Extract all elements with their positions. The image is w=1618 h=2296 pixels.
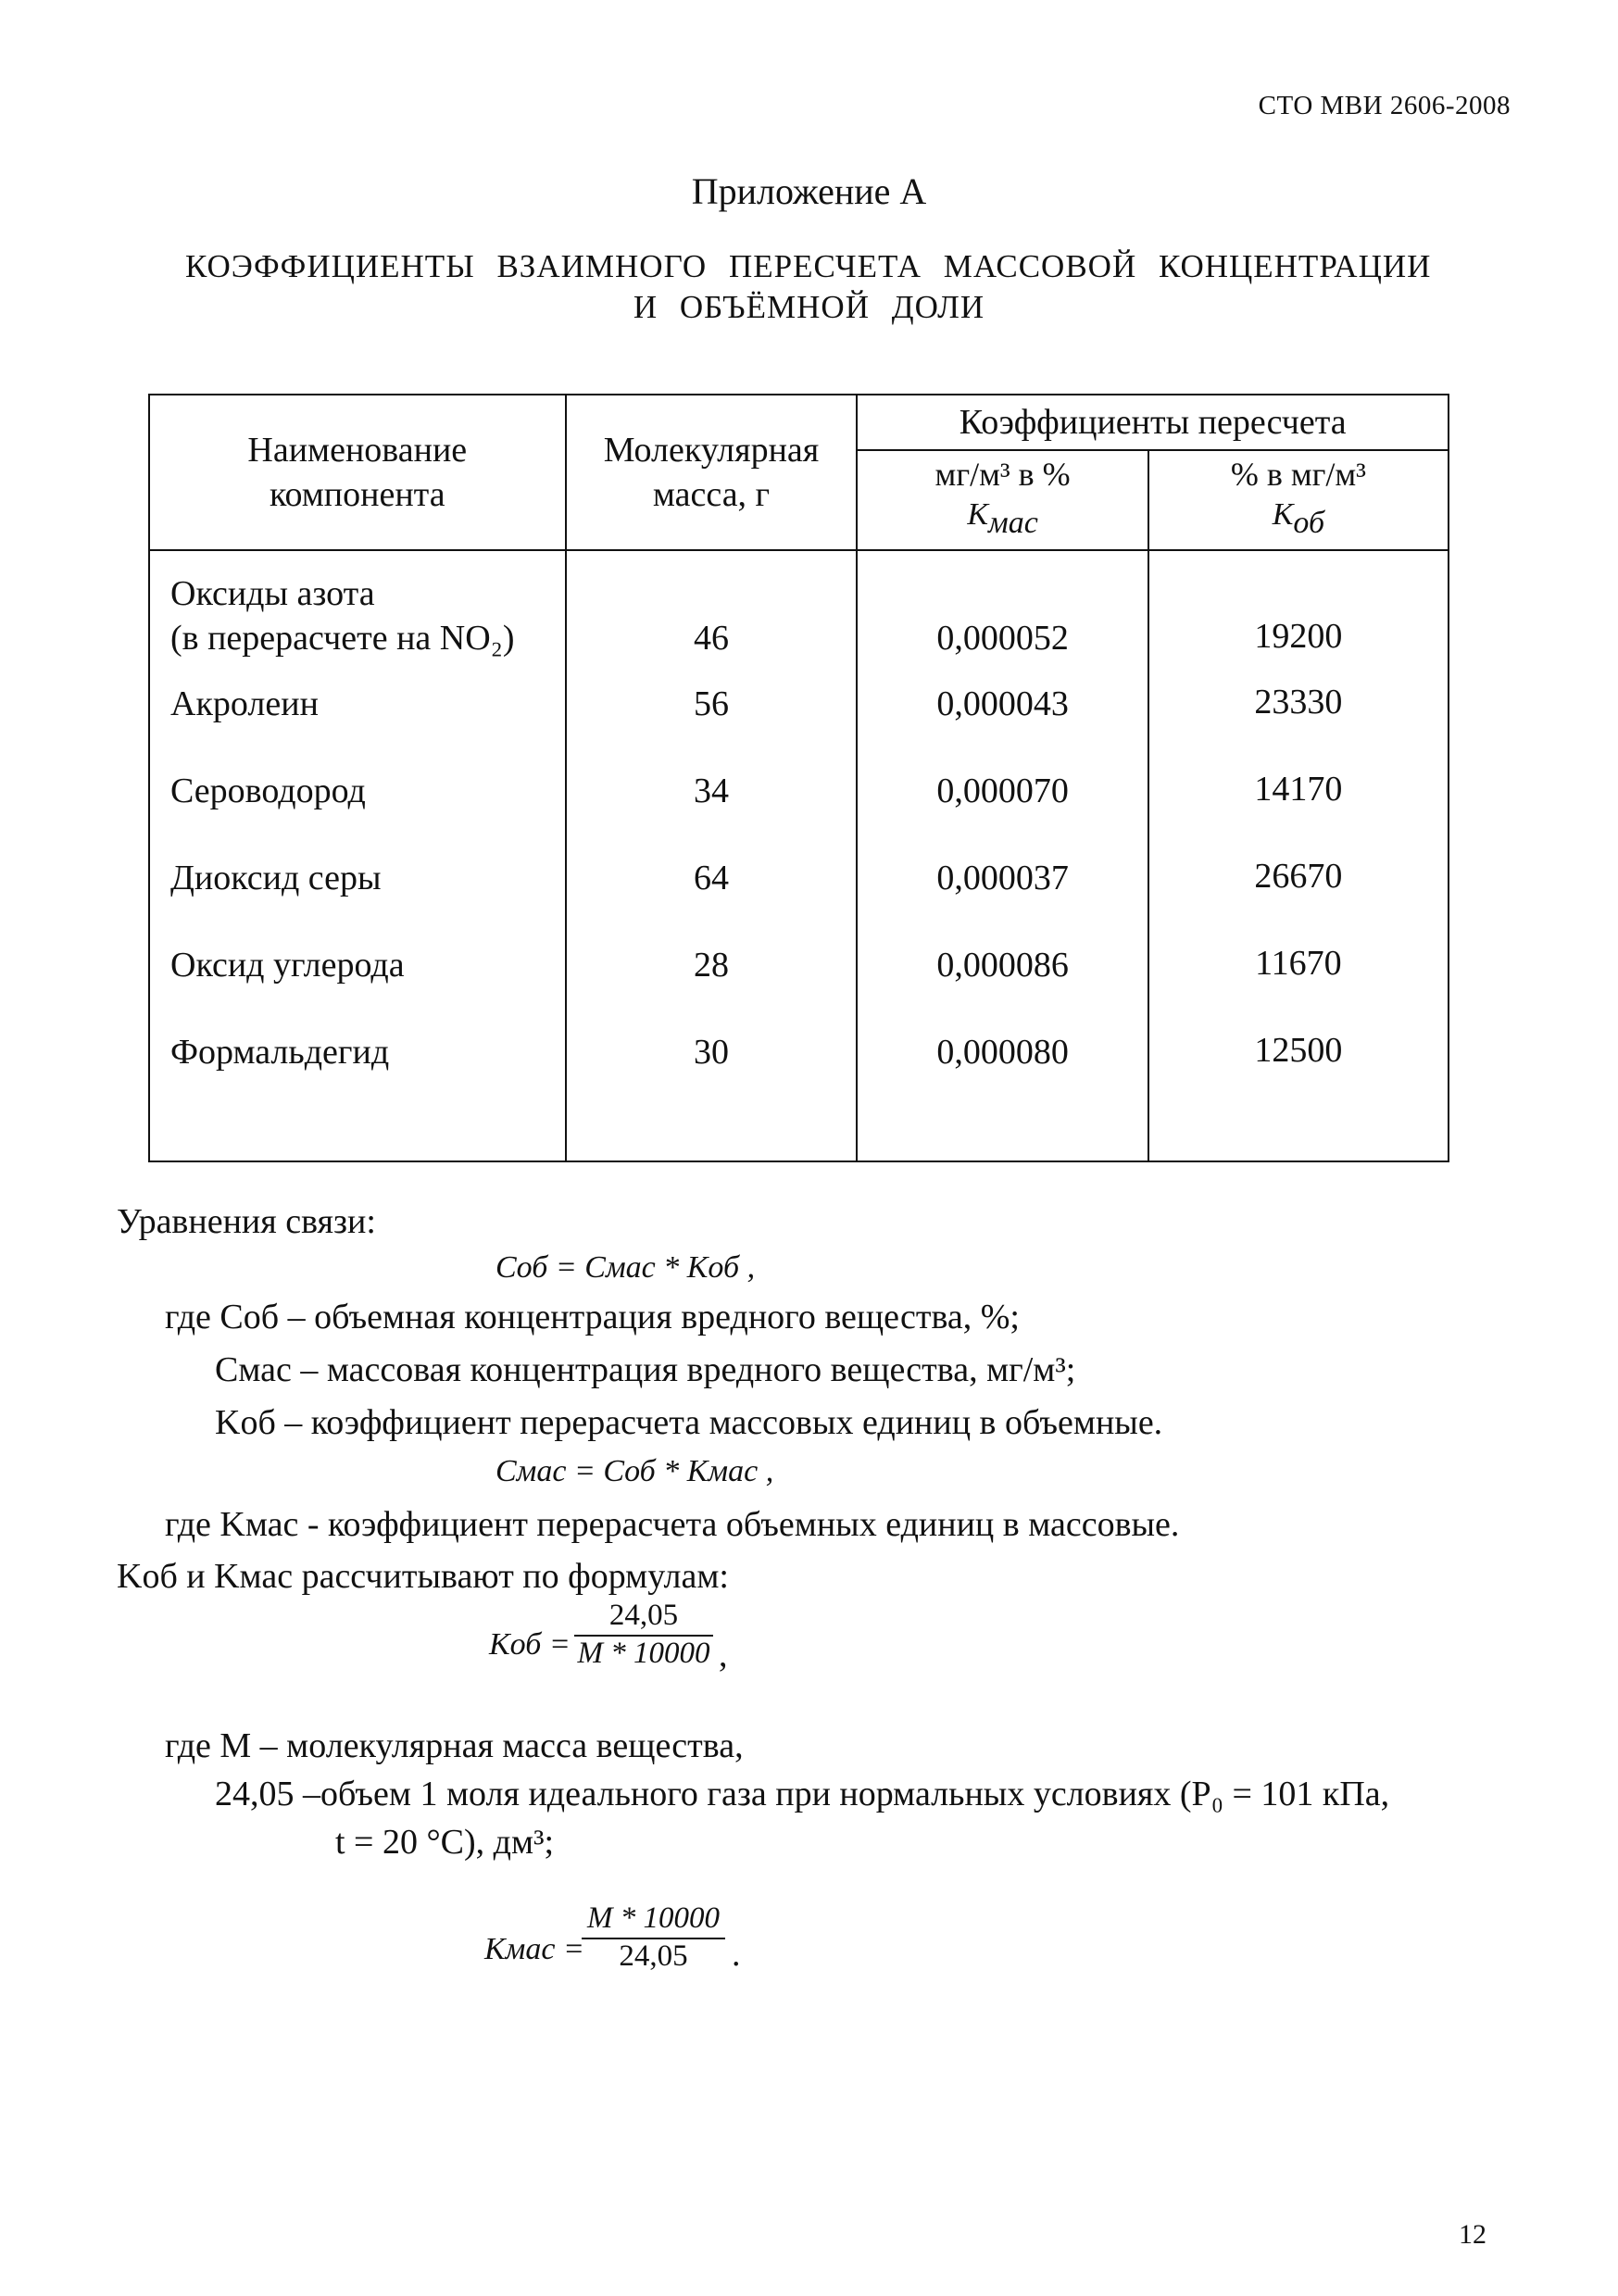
document-code: СТО МВИ 2606-2008 bbox=[1258, 91, 1511, 120]
equation-c-ob: Cоб = Cмас * Kоб , bbox=[495, 1250, 756, 1285]
column-k-mas bbox=[857, 550, 1148, 1161]
k-mas-value: 0,000037 bbox=[936, 859, 1069, 897]
header-k-ob bbox=[1148, 450, 1449, 550]
normal-conditions: t = 20 °С), дм³; bbox=[335, 1823, 555, 1862]
component-name: Формальдегид bbox=[170, 1033, 390, 1072]
column-k-ob bbox=[1148, 550, 1449, 1161]
definition-c-ob: где Cоб – объемная концентрация вредного вещества, %; bbox=[165, 1298, 1020, 1336]
header-k-ob-symbol: K bbox=[1272, 497, 1294, 533]
column-component-names bbox=[149, 550, 566, 1161]
formula-k-ob-numerator: 24,05 bbox=[574, 1599, 713, 1637]
molecular-mass-value: 34 bbox=[694, 772, 729, 810]
formula-k-mas-numerator: M * 10000 bbox=[582, 1901, 725, 1939]
header-k-ob-index: об bbox=[1293, 505, 1325, 540]
definition-k-ob: Kоб – коэффициент перерасчета массовых единиц в объемные. bbox=[215, 1403, 1163, 1442]
formula-k-ob-fraction bbox=[574, 1599, 713, 1671]
equation-c-mas: Cмас = Cоб * Kмас , bbox=[495, 1454, 774, 1488]
k-ob-value: 19200 bbox=[1254, 617, 1343, 656]
formula-k-ob-comma: , bbox=[719, 1636, 728, 1675]
k-mas-value: 0,000086 bbox=[936, 946, 1069, 985]
k-ob-value: 26670 bbox=[1254, 857, 1343, 896]
component-name: Диоксид серы bbox=[170, 859, 382, 897]
header-k-mas-unit: мг/м³ в % bbox=[934, 456, 1071, 494]
definition-m: где М – молекулярная масса вещества, bbox=[165, 1726, 744, 1765]
component-name: Акролеин bbox=[170, 684, 319, 723]
component-name: Оксиды азота bbox=[170, 574, 375, 613]
molecular-mass-value: 64 bbox=[694, 859, 729, 897]
k-mas-value: 0,000052 bbox=[936, 619, 1069, 658]
formula-k-ob-denominator: M * 10000 bbox=[577, 1637, 710, 1670]
header-k-mas-index: мас bbox=[988, 505, 1038, 540]
component-name-note: (в перерасчете на NO₂) bbox=[170, 619, 515, 658]
formulas-intro: Kоб и Kмас рассчитывают по формулам: bbox=[117, 1557, 729, 1596]
appendix-title: Приложение А bbox=[691, 170, 927, 212]
header-component-name: Наименование компонента bbox=[149, 395, 566, 550]
definition-c-mas: Cмас – массовая концентрация вредного вещества, мг/м³; bbox=[215, 1350, 1076, 1389]
k-ob-value: 23330 bbox=[1254, 683, 1343, 721]
table-title-line-2: И ОБЪЁМНОЙ ДОЛИ bbox=[633, 289, 985, 325]
molecular-mass-value: 56 bbox=[694, 684, 729, 723]
header-k-mas bbox=[857, 450, 1148, 550]
k-mas-value: 0,000070 bbox=[936, 772, 1069, 810]
header-molecular-mass: Молекулярная масса, г bbox=[566, 395, 858, 550]
molecular-mass-value: 28 bbox=[694, 946, 729, 985]
component-name: Сероводород bbox=[170, 772, 366, 810]
header-conversion-coefficients: Коэффициенты пересчета bbox=[857, 395, 1449, 450]
k-ob-value: 12500 bbox=[1254, 1031, 1343, 1070]
formula-k-mas-lhs: Kмас = bbox=[484, 1932, 584, 1966]
formula-k-ob-lhs: Kоб = bbox=[489, 1627, 571, 1662]
definition-molar-volume: 24,05 –объем 1 моля идеального газа при нормальных условиях (P₀ = 101 кПа, bbox=[215, 1775, 1390, 1813]
definition-k-mas: где Kмас - коэффициент перерасчета объемных единиц в массовые. bbox=[165, 1505, 1180, 1544]
component-name: Оксид углерода bbox=[170, 946, 405, 985]
column-molecular-mass bbox=[566, 550, 858, 1161]
conversion-coefficients-table bbox=[148, 394, 1449, 1162]
table-row bbox=[170, 571, 565, 660]
molecular-mass-value: 30 bbox=[694, 1033, 729, 1072]
equations-heading: Уравнения связи: bbox=[117, 1202, 376, 1241]
k-ob-value: 11670 bbox=[1255, 944, 1342, 983]
formula-k-mas-denominator: 24,05 bbox=[619, 1939, 688, 1973]
formula-k-mas-period: . bbox=[732, 1935, 741, 1974]
k-ob-value: 14170 bbox=[1254, 770, 1343, 809]
header-k-mas-symbol: K bbox=[967, 497, 989, 533]
page-number: 12 bbox=[1459, 2219, 1486, 2250]
molecular-mass-value: 46 bbox=[694, 619, 729, 658]
k-mas-value: 0,000080 bbox=[936, 1033, 1069, 1072]
formula-k-mas-fraction bbox=[582, 1901, 725, 1974]
k-mas-value: 0,000043 bbox=[936, 684, 1069, 723]
header-k-ob-unit: % в мг/м³ bbox=[1230, 456, 1366, 494]
table-title-line-1: КОЭФФИЦИЕНТЫ ВЗАИМНОГО ПЕРЕСЧЕТА МАССОВОЙ КОНЦЕНТРАЦИИ bbox=[185, 248, 1432, 284]
